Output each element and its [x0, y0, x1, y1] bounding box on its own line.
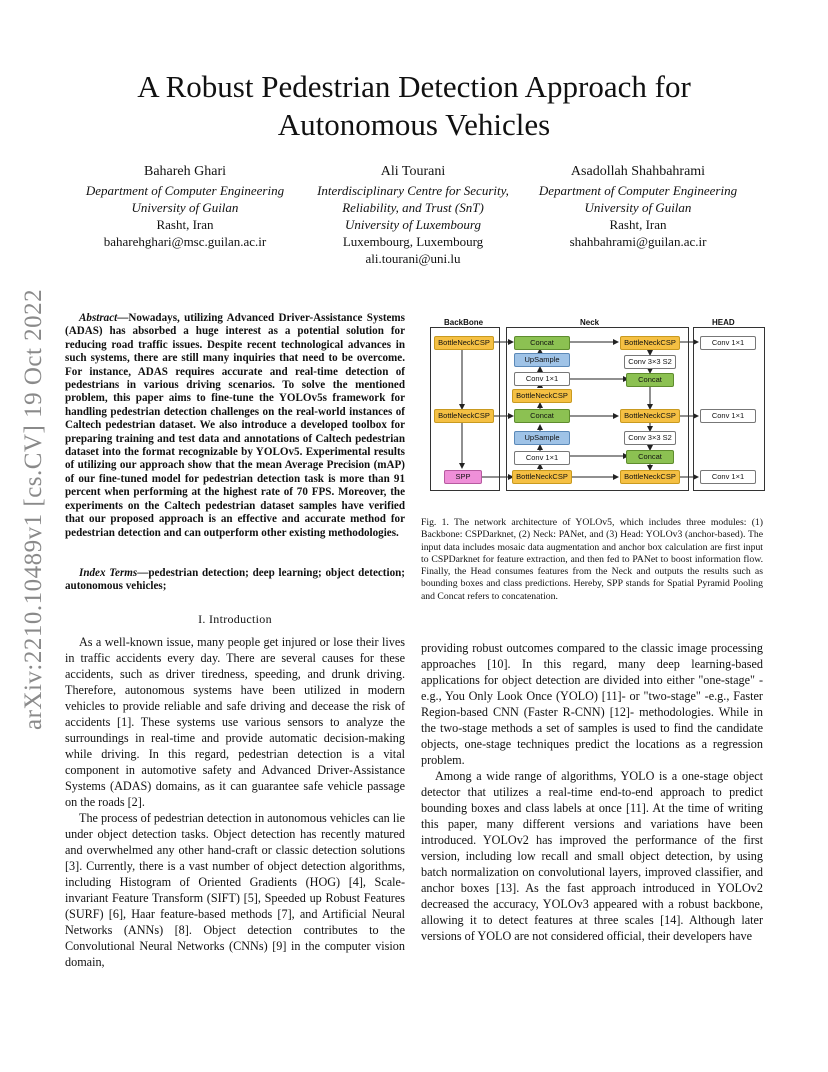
neck-block: Concat	[626, 450, 674, 464]
neck-block: BottleNeckCSP	[620, 470, 680, 484]
abstract-label: Abstract	[79, 312, 118, 324]
abstract-text: —Nowadays, utilizing Advanced Driver-Assistance Systems (ADAS) has absorbed a huge interest as a potential solution for reducing road traffic issues. Despite recent technological advances in such systems, there are still many inquiries that need to be overcome. For instance, ADAS requires accurate and real-time detection of pedestrians in various driving scenarios. To solve the mentioned problem, this paper aims to fine-tune the YOLOv5s framework for handling pedestrian detection challenges on the real-world instances of Caltech pedestrian dataset. We also introduce a developed toolbox for preparing training and test data and annotations of Caltech pedestrian dataset into the format recognizable by YOLOv5. Experimental results of utilizing our approach show that the mean Average Precision (mAP) of our fine-tuned model for pedestrian detection task is more than 91 percent when performing at the highest rate of 70 FPS. Moreover, the experiments on the Caltech pedestrian dataset samples have verified that our proposed approach is an effective and accurate method for pedestrian detection and can outperform other existing methodologies.	[65, 312, 405, 539]
abstract	[65, 312, 405, 540]
paragraph: Among a wide range of algorithms, YOLO is a one-stage object detector that utilizes a real-time end-to-end approach to predict bounding boxes and class labels at once [11]. At the time of writing this paper, many different versions and variations have been introduced. YOLOv2 has improved the performance of the first version, including low recall and small object detection, by using batch normalization on convolutional layers, improved classifier, and anchor boxes [13]. As the fast approach introduced in YOLOv2 decreased the accuracy, YOLOv3 appeared with a robust backbone, allowing it to detect features at three scales [14]. Although later versions of YOLO are not considered official, their developers have	[421, 769, 763, 943]
head-header: HEAD	[712, 318, 735, 327]
arxiv-identifier[interactable]: arXiv:2210.10489v1 [cs.CV] 19 Oct 2022	[20, 288, 47, 730]
paragraph: The process of pedestrian detection in autonomous vehicles can lie under object detection tasks. Object detection has recently matured and overwhelmed any other hand-craft or classic detection solutions [3]. Currently, there is a vast number of object detection algorithms, including Histogram of Oriented Gradients (HOG) [4], Scale-invariant Feature Transform (SIFT) [5], Speeded up Robust Features (SURF) [6], Haar feature-based methods [7], and Artificial Neural Networks (ANNs) [8]. Object detection contributes to the Convolutional Neural Networks (CNNs) [9] in the computer vision domain,	[65, 811, 405, 969]
neck-block: BottleNeckCSP	[512, 389, 572, 403]
neck-block: Concat	[626, 373, 674, 387]
author-email[interactable]: baharehghari@msc.guilan.ac.ir	[103, 234, 267, 249]
neck-block: UpSample	[514, 431, 570, 445]
neck-block: BottleNeckCSP	[620, 336, 680, 350]
index-terms	[65, 567, 405, 594]
backbone-block: BottleNeckCSP	[434, 336, 494, 350]
neck-block: Conv 3×3 S2	[624, 431, 676, 445]
head-block: Conv 1×1	[700, 336, 756, 350]
yolov5-architecture-figure	[430, 313, 770, 493]
neck-block: BottleNeckCSP	[620, 409, 680, 423]
intro-left-column	[65, 634, 405, 970]
section-title: I. Introduction	[198, 612, 272, 626]
author-name: Ali Tourani	[380, 164, 446, 179]
author-email[interactable]: shahbahrami@guilan.ac.ir	[569, 234, 707, 249]
intro-right-column	[421, 640, 763, 944]
paper-title: A Robust Pedestrian Detection Approach for Autonomous Vehicles	[137, 69, 691, 142]
neck-block: Conv 3×3 S2	[624, 355, 676, 369]
head-block: Conv 1×1	[700, 409, 756, 423]
neck-block: Concat	[514, 336, 570, 350]
neck-block: Conv 1×1	[514, 372, 570, 386]
figure-caption: Fig. 1. The network architecture of YOLOv5, which includes three modules: (1) Backbone: CSPDarknet, (2) Neck: PANet, and (3) Head: YOLOv3 (anchor-based). The input data includes mosaic data augmentation and anchor box calculation are first input to CSPDarknet for feature extraction, and then fed to PANet to boost information flow. Finally, the Head consumes features from the Neck and outputs the results such as bounding boxes and class predictions. Hereby, SPP stands for Spatial Pyramid Pooling and Concat refers to concatenation.	[421, 517, 763, 602]
author-name: Asadollah Shahbahrami	[570, 164, 706, 179]
neck-block: Conv 1×1	[514, 451, 570, 465]
author-block-2: Ali Tourani Interdisciplinary Centre for Security, Reliability, and Trust (SnT) University of Luxembourg Luxembourg, Luxembourg ali.tourani@uni.lu	[293, 163, 533, 267]
neck-block: BottleNeckCSP	[512, 470, 572, 484]
paragraph: As a well-known issue, many people get injured or lose their lives in traffic accidents every day. There are several causes for these accidents, such as driver tiredness, speeding, and drunk driving. Therefore, autonomous systems have been utilized in modern vehicles to provide reliable and safe driving and decease the risk of accidents [1]. These systems use various sensors to analyze the surroundings in real-time and provide automatic decision-making while driving. In this regard, pedestrian detection is a vital component in automotive safety and Advanced Driver-Assistance Systems (ADAS) domains, as it can guarantee safe vehicle passage on the roads [2].	[65, 635, 405, 809]
neck-block: UpSample	[514, 353, 570, 367]
author-name: Bahareh Ghari	[143, 164, 227, 179]
index-terms-label: Index Terms	[79, 567, 138, 579]
head-block: Conv 1×1	[700, 470, 756, 484]
neck-header: Neck	[580, 318, 600, 327]
backbone-block: BottleNeckCSP	[434, 409, 494, 423]
author-block-3: Asadollah Shahbahrami Department of Computer Engineering University of Guilan Rasht, Iran shahbahrami@guilan.ac.ir	[518, 163, 758, 250]
spp-block: SPP	[444, 470, 482, 484]
author-email[interactable]: ali.tourani@uni.lu	[365, 251, 461, 266]
index-terms-text: —pedestrian detection; deep learning; object detection; autonomous vehicles;	[65, 567, 405, 593]
author-block-1: Bahareh Ghari Department of Computer Engineering University of Guilan Rasht, Iran baharehghari@msc.guilan.ac.ir	[65, 163, 305, 250]
paragraph: providing robust outcomes compared to the classic image processing approaches [10]. In this regard, many deep learning-based applications for object detection are divided into either "one-stage" -e.g., You Only Look Once (YOLO) [11]- or "two-stage" -e.g., Faster Region-based CNN (Faster R-CNN) [12]- methodologies. While in the two-stage methods a set of samples is used to find the candidate objects, one-stage techniques predict the locations as a regression problem.	[421, 641, 763, 767]
neck-block: Concat	[514, 409, 570, 423]
backbone-header: BackBone	[444, 318, 484, 327]
